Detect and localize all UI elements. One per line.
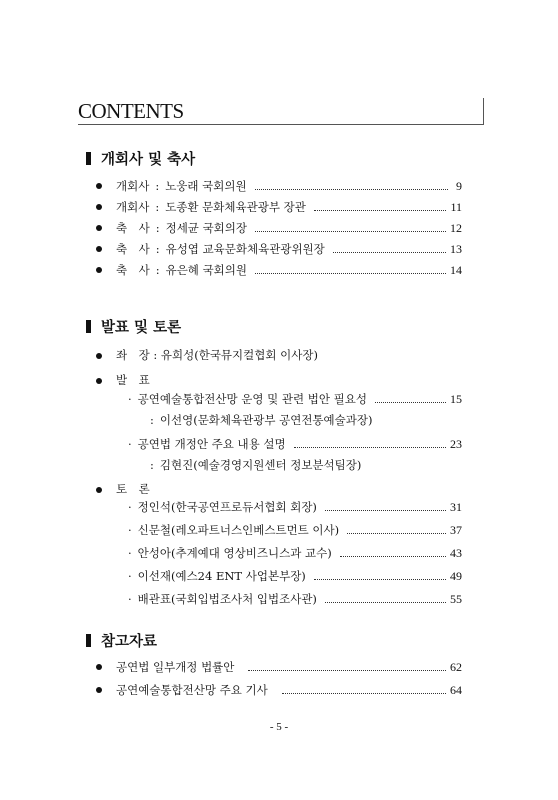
entry-page: 64 bbox=[450, 682, 462, 697]
chair-entry: 좌 장 : 유희성(한국뮤지컬협회 이사장) bbox=[116, 348, 318, 362]
section-marker bbox=[86, 152, 91, 165]
presenter-colon: : bbox=[150, 413, 154, 427]
leader-dots bbox=[294, 447, 446, 448]
toc-entry bbox=[116, 659, 462, 675]
entry-text: 유성엽 교육문화체육관광위원장 bbox=[165, 242, 325, 256]
toc-entry bbox=[128, 545, 462, 561]
entry-colon: : bbox=[155, 200, 160, 214]
entry-page: 23 bbox=[450, 436, 462, 451]
leader-dots bbox=[333, 252, 446, 253]
entry-page: 37 bbox=[450, 522, 462, 537]
entry-colon: : bbox=[155, 242, 160, 256]
toc-entry bbox=[116, 262, 462, 278]
entry-page: 43 bbox=[450, 545, 462, 560]
toc-entry bbox=[116, 199, 462, 215]
bullet bbox=[96, 225, 102, 231]
leader-dots bbox=[255, 189, 448, 190]
presenter bbox=[150, 412, 372, 428]
entry-page: 31 bbox=[450, 499, 462, 514]
title-rule-vertical bbox=[483, 98, 484, 125]
entry-page: 15 bbox=[450, 391, 462, 406]
entry-label: 축 사 bbox=[116, 242, 150, 256]
toc-entry bbox=[116, 682, 462, 698]
leader-dots bbox=[255, 273, 446, 274]
entry-page: 49 bbox=[450, 568, 462, 583]
section-heading-references: 참고자료 bbox=[86, 630, 157, 651]
bullet bbox=[96, 487, 102, 493]
presenter-name: 김현진(예술경영지원센터 정보분석팀장) bbox=[159, 458, 362, 472]
entry-text: 공연법 개정안 주요 내용 설명 bbox=[137, 437, 286, 451]
leader-dots bbox=[325, 510, 446, 511]
page-number: - 5 - bbox=[269, 721, 289, 733]
entry-label: 개회사 bbox=[116, 179, 150, 193]
toc-entry bbox=[128, 568, 462, 584]
section-marker bbox=[86, 320, 91, 333]
entry-text: 노웅래 국회의원 bbox=[165, 179, 247, 193]
bullet bbox=[96, 267, 102, 273]
leader-dots bbox=[347, 533, 446, 534]
bullet bbox=[96, 664, 102, 670]
section-marker bbox=[86, 634, 91, 647]
leader-dots bbox=[325, 602, 446, 603]
bullet bbox=[96, 204, 102, 210]
page-title: CONTENTS bbox=[78, 99, 184, 123]
entry-text: 도종환 문화체육관광부 장관 bbox=[165, 200, 306, 214]
entry-page: 9 bbox=[456, 178, 462, 193]
entry-colon: : bbox=[155, 221, 160, 235]
leader-dots bbox=[375, 402, 446, 403]
middle-dot: · bbox=[128, 523, 132, 537]
toc-entry bbox=[116, 178, 462, 194]
presenter bbox=[150, 457, 361, 473]
entry-page: 62 bbox=[450, 659, 462, 674]
middle-dot: · bbox=[128, 392, 132, 406]
leader-dots bbox=[282, 693, 446, 694]
bullet bbox=[96, 378, 102, 384]
toc-entry bbox=[128, 522, 462, 538]
leader-dots bbox=[255, 231, 446, 232]
presentations-label: 발 표 bbox=[116, 373, 150, 387]
entry-page: 55 bbox=[450, 591, 462, 606]
leader-dots bbox=[248, 670, 446, 671]
toc-entry bbox=[128, 591, 462, 607]
entry-text: 공연예술통합전산망 주요 기사 bbox=[116, 683, 268, 697]
entry-page: 13 bbox=[450, 241, 462, 256]
middle-dot: · bbox=[128, 546, 132, 560]
entry-page: 12 bbox=[450, 220, 462, 235]
entry-colon: : bbox=[155, 179, 160, 193]
toc-entry bbox=[128, 499, 462, 515]
leader-dots bbox=[314, 579, 446, 580]
entry-colon: : bbox=[155, 263, 160, 277]
entry-text: 유은혜 국회의원 bbox=[165, 263, 248, 277]
entry-text: 정인석(한국공연프로듀서협회 회장) bbox=[137, 500, 317, 514]
toc-entry bbox=[128, 391, 462, 407]
entry-page: 14 bbox=[450, 262, 462, 277]
middle-dot: · bbox=[128, 437, 132, 451]
middle-dot: · bbox=[128, 500, 132, 514]
section-heading-presentation: 발표 및 토론 bbox=[86, 316, 181, 337]
bullet bbox=[96, 687, 102, 693]
entry-label: 축 사 bbox=[116, 221, 150, 235]
bullet bbox=[96, 353, 102, 359]
toc-entry bbox=[116, 241, 462, 257]
middle-dot: · bbox=[128, 592, 132, 606]
entry-page: 11 bbox=[450, 199, 462, 214]
entry-text: 공연예술통합전산망 운영 및 관련 법안 필요성 bbox=[137, 392, 368, 406]
presenter-colon: : bbox=[150, 458, 154, 472]
entry-text: 공연법 일부개정 법률안 bbox=[116, 660, 235, 674]
entry-label: 축 사 bbox=[116, 263, 150, 277]
leader-dots bbox=[314, 210, 447, 211]
middle-dot: · bbox=[128, 569, 132, 583]
entry-text: 정세균 국회의장 bbox=[165, 221, 248, 235]
entry-text: 이선재(예스24 ENT 사업본부장) bbox=[137, 569, 306, 583]
entry-label: 개회사 bbox=[116, 200, 150, 214]
leader-dots bbox=[340, 556, 446, 557]
discussion-label: 토 론 bbox=[116, 482, 150, 496]
toc-entry bbox=[116, 220, 462, 236]
entry-text: 배관표(국회입법조사처 입법조사관) bbox=[137, 592, 317, 606]
entry-text: 신문철(레오파트너스인베스트먼트 이사) bbox=[137, 523, 340, 537]
bullet bbox=[96, 183, 102, 189]
presenter-name: 이선영(문화체육관광부 공연전통예술과장) bbox=[159, 413, 373, 427]
toc-entry bbox=[128, 436, 462, 452]
entry-text: 안성아(추계예대 영상비즈니스과 교수) bbox=[137, 546, 332, 560]
bullet bbox=[96, 246, 102, 252]
title-rule bbox=[78, 124, 484, 125]
section-heading-greetings: 개회사 및 축사 bbox=[86, 148, 195, 169]
